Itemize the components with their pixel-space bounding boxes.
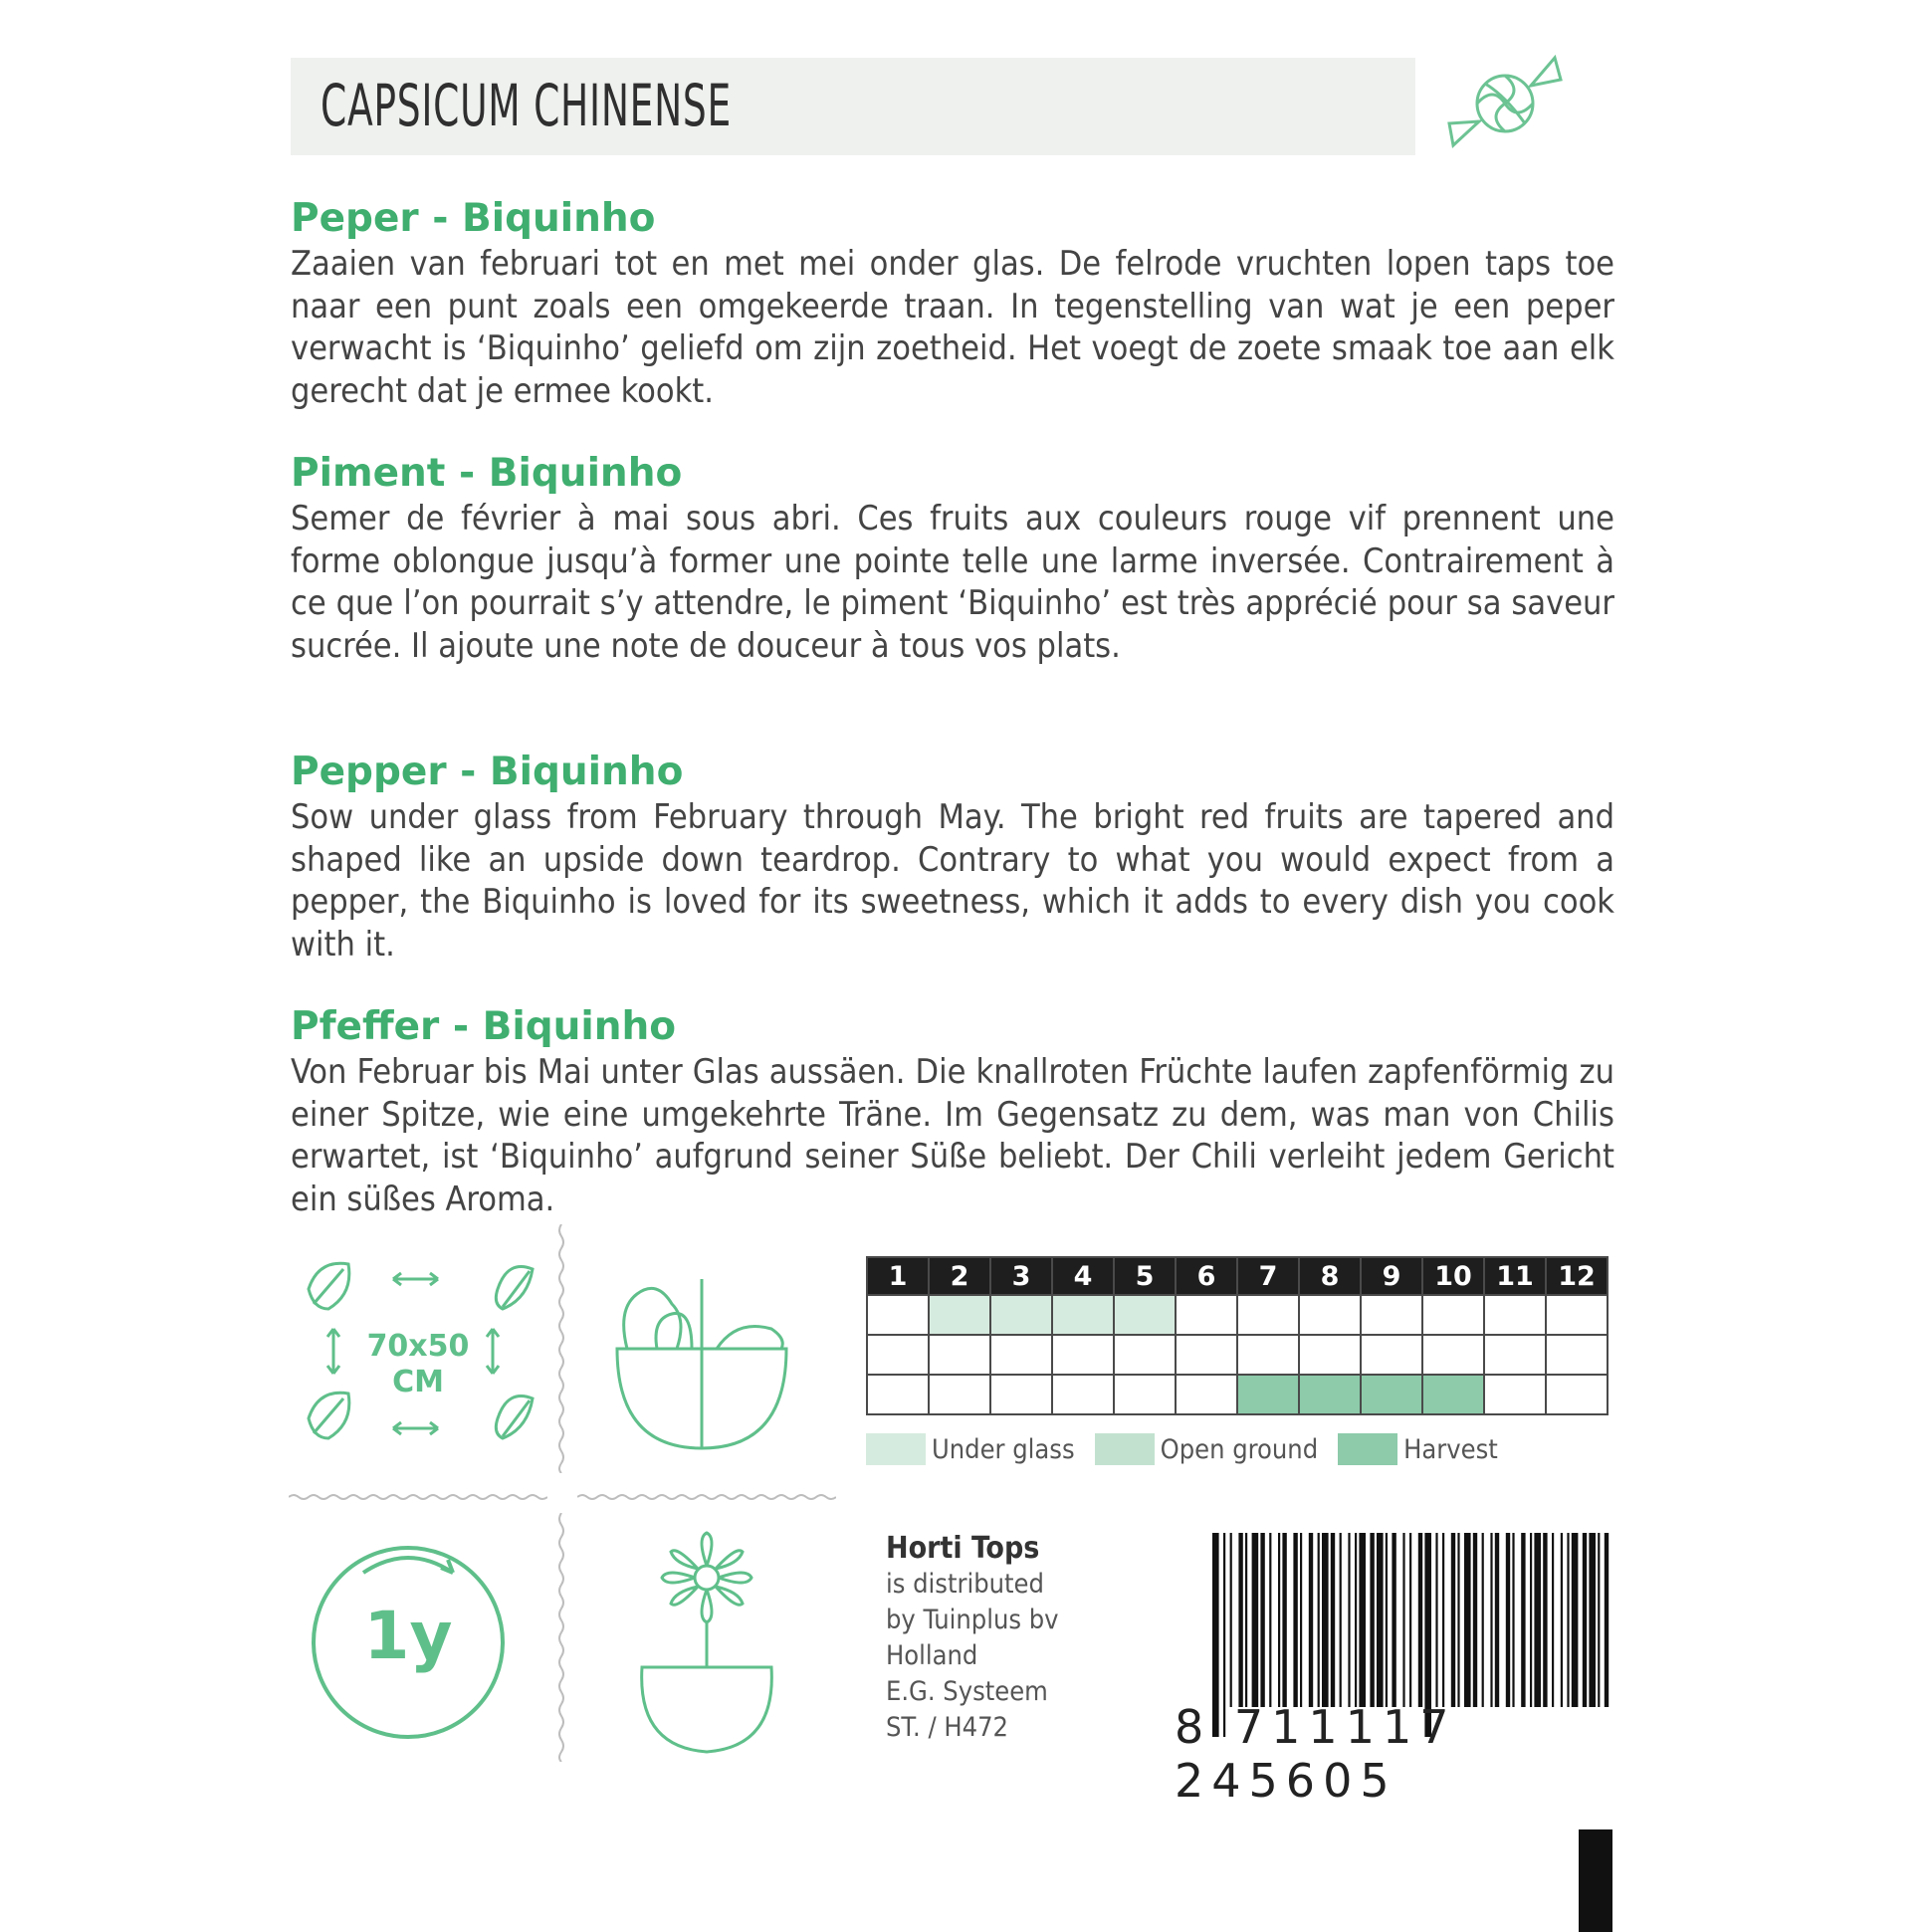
page-title: CAPSICUM CHINENSE: [321, 72, 732, 139]
calendar-cell: [929, 1295, 990, 1335]
barcode-bar: [1386, 1533, 1388, 1707]
calendar-cell: [1237, 1375, 1299, 1414]
calendar-cell: [1422, 1335, 1484, 1375]
calendar-cell: [1361, 1375, 1422, 1414]
section-body: Zaaien van februari tot en met mei onder glas. De felrode vruchten lopen taps toe naar een punt zoals een omgekeerde traan. In tegenstelling van wat je een peper verwacht is ‘Biquinho’ geliefd om zijn zoetheid. Het voegt de zoete smaak toe aan elk gerecht dat je ermee kookt.: [291, 244, 1614, 411]
month-header: 8: [1299, 1257, 1361, 1295]
distributor-info: [886, 1531, 1059, 1746]
barcode-bar: [1230, 1533, 1232, 1707]
calendar-cell: [1052, 1375, 1114, 1414]
barcode-bar: [1506, 1533, 1510, 1707]
barcode-digits: 8 711117 245605: [1175, 1700, 1457, 1808]
barcode-bar: [1318, 1533, 1320, 1707]
barcode-bar: [1418, 1533, 1422, 1707]
calendar-cell: [990, 1295, 1052, 1335]
barcode-bar: [1269, 1533, 1271, 1707]
salad-bowl-icon: [597, 1259, 806, 1458]
calendar-cell: [1052, 1335, 1114, 1375]
legend-harvest: [1338, 1433, 1498, 1465]
barcode-bar: [1473, 1533, 1477, 1707]
barcode-bar: [1589, 1533, 1596, 1707]
distributor-line: by Tuinplus bv: [886, 1605, 1059, 1635]
lifecycle-label: 1y: [363, 1598, 453, 1674]
barcode-bar: [1300, 1533, 1302, 1707]
barcode-bar: [1572, 1533, 1579, 1707]
calendar-cell: [929, 1335, 990, 1375]
month-header: 5: [1114, 1257, 1176, 1295]
distributor-line: Holland: [886, 1640, 978, 1671]
month-header: 12: [1546, 1257, 1608, 1295]
month-header: 7: [1237, 1257, 1299, 1295]
calendar-cell: [1484, 1295, 1546, 1335]
distributor-line: E.G. Systeem: [886, 1676, 1048, 1707]
section-title: Peper - Biquinho: [291, 196, 656, 241]
barcode-bar: [1521, 1533, 1525, 1707]
barcode-bar: [1355, 1533, 1357, 1707]
calendar-cell: [1546, 1295, 1608, 1335]
section-title: Pfeffer - Biquinho: [291, 1004, 677, 1049]
barcode-bar: [1402, 1533, 1404, 1707]
legend-swatch: [1095, 1433, 1155, 1465]
section-nl: [291, 195, 1614, 412]
barcode-bar: [1552, 1533, 1554, 1707]
calendar-cell: [1176, 1295, 1237, 1335]
barcode-bar: [1567, 1533, 1569, 1707]
sowing-calendar: [866, 1256, 1609, 1415]
calendar-cell: [1114, 1375, 1176, 1414]
section-de: [291, 1003, 1614, 1220]
calendar-cell: [1422, 1375, 1484, 1414]
calendar-cell: [1299, 1295, 1361, 1335]
potted-flower-icon: [627, 1528, 786, 1757]
calendar-cell: [1546, 1375, 1608, 1414]
legend-open-ground: [1095, 1433, 1319, 1465]
spacing-unit: CM: [392, 1365, 444, 1399]
divider: [557, 1513, 565, 1762]
calendar-cell: [1361, 1295, 1422, 1335]
section-en: [291, 749, 1614, 966]
brand-name: Horti Tops: [886, 1531, 1040, 1566]
black-bar: [1579, 1829, 1612, 1932]
barcode-bar: [1238, 1533, 1242, 1707]
barcode-bar: [1260, 1533, 1264, 1707]
barcode-bar: [1435, 1533, 1437, 1707]
month-header: 4: [1052, 1257, 1114, 1295]
calendar-cell: [867, 1335, 929, 1375]
distributor-line: ST. / H472: [886, 1712, 1009, 1743]
annual-cycle-icon: [304, 1538, 513, 1747]
legend-label: Open ground: [1160, 1433, 1319, 1465]
barcode-bar: [1377, 1533, 1384, 1707]
barcode-bar: [1530, 1533, 1532, 1707]
divider: [557, 1224, 565, 1473]
calendar-month-row: [867, 1257, 1608, 1295]
candy-icon: [1443, 46, 1568, 160]
calendar-row-harvest: [867, 1375, 1608, 1414]
barcode-bar: [1348, 1533, 1350, 1707]
barcode-bar: [1278, 1533, 1280, 1707]
section-body: Sow under glass from February through May. The bright red fruits are tapered and shaped like an upside down teardrop. Contrary to what you would expect from a pepper, the Biquinho is loved for its sweetness, which it adds to every dish you cook with it.: [291, 797, 1614, 965]
calendar-row-under-glass: [867, 1295, 1608, 1335]
calendar-cell: [1546, 1335, 1608, 1375]
legend-under-glass: [866, 1433, 1075, 1465]
barcode-bar: [1370, 1533, 1374, 1707]
month-header: 10: [1422, 1257, 1484, 1295]
month-header: 6: [1176, 1257, 1237, 1295]
section-body: Semer de février à mai sous abri. Ces fruits aux couleurs rouge vif prennent une forme oblongue jusqu’à former une pointe telle une larme inversée. Contrairement à ce que l’on pourrait s’y attendre, le piment ‘Biquinho’ est très apprécié pour sa saveur sucrée. Il ajoute une note de douceur à tous vos plats.: [291, 499, 1614, 666]
barcode-bar: [1340, 1533, 1342, 1707]
calendar-cell: [1237, 1335, 1299, 1375]
legend-swatch: [866, 1433, 926, 1465]
calendar-cell: [1052, 1295, 1114, 1335]
barcode-bar: [1322, 1533, 1329, 1707]
calendar-cell: [1299, 1335, 1361, 1375]
month-header: 3: [990, 1257, 1052, 1295]
section-fr: [291, 450, 1614, 667]
barcode-bar: [1282, 1533, 1286, 1707]
divider: [289, 1493, 547, 1501]
calendar-cell: [867, 1295, 929, 1335]
calendar-cell: [1176, 1375, 1237, 1414]
month-header: 1: [867, 1257, 929, 1295]
distributor-line: is distributed: [886, 1569, 1044, 1600]
section-body: Von Februar bis Mai unter Glas aussäen. Die knallroten Früchte laufen zapfenförmig zu einer Spitze, wie eine umgekehrte Träne. Im Gegensatz zu dem, was man von Chilis erwartet, ist ‘Biquinho’ aufgrund seiner Süße beliebt. Der Chili verleiht jedem Gericht ein süßes Aroma.: [291, 1052, 1614, 1219]
barcode-bar: [1252, 1533, 1259, 1707]
divider: [577, 1493, 836, 1501]
calendar-cell: [990, 1335, 1052, 1375]
barcode-bar: [1482, 1533, 1484, 1707]
month-header: 9: [1361, 1257, 1422, 1295]
calendar-cell: [1114, 1335, 1176, 1375]
section-title: Piment - Biquinho: [291, 451, 683, 496]
barcode-bar: [1451, 1533, 1455, 1707]
calendar-cell: [1422, 1295, 1484, 1335]
calendar-cell: [1484, 1335, 1546, 1375]
barcode-bar: [1245, 1533, 1247, 1707]
spacing-value: 70x50: [366, 1329, 470, 1364]
barcode-bar: [1561, 1533, 1563, 1707]
section-title: Pepper - Biquinho: [291, 750, 684, 794]
barcode-bar: [1512, 1533, 1514, 1707]
barcode-bar: [1534, 1533, 1541, 1707]
calendar-cell: [1237, 1295, 1299, 1335]
calendar-legend: [866, 1433, 1498, 1465]
calendar-cell: [867, 1375, 929, 1414]
legend-label: Under glass: [932, 1433, 1075, 1465]
legend-swatch: [1338, 1433, 1397, 1465]
barcode-bar: [1464, 1533, 1471, 1707]
calendar-row-open-ground: [867, 1335, 1608, 1375]
barcode-bar: [1457, 1533, 1459, 1707]
barcode-bar: [1392, 1533, 1395, 1707]
plant-spacing-icon: [299, 1249, 537, 1468]
month-header: 11: [1484, 1257, 1546, 1295]
barcode-bar: [1583, 1533, 1587, 1707]
month-header: 2: [929, 1257, 990, 1295]
barcode-bar: [1359, 1533, 1366, 1707]
barcode-bar: [1331, 1533, 1335, 1707]
barcode-bar: [1490, 1533, 1492, 1707]
barcode-bar: [1605, 1533, 1609, 1707]
barcode-bar: [1543, 1533, 1547, 1707]
calendar-cell: [929, 1375, 990, 1414]
calendar-cell: [1361, 1335, 1422, 1375]
calendar-cell: [1114, 1295, 1176, 1335]
legend-label: Harvest: [1403, 1433, 1498, 1465]
barcode-bar: [1293, 1533, 1297, 1707]
calendar-cell: [1299, 1375, 1361, 1414]
barcode-bar: [1495, 1533, 1499, 1707]
calendar-cell: [1176, 1335, 1237, 1375]
calendar-cell: [990, 1375, 1052, 1414]
barcode-bar: [1598, 1533, 1600, 1707]
calendar-cell: [1484, 1375, 1546, 1414]
barcode-bar: [1442, 1533, 1444, 1707]
barcode-bar: [1309, 1533, 1313, 1707]
barcode-bar: [1409, 1533, 1411, 1707]
